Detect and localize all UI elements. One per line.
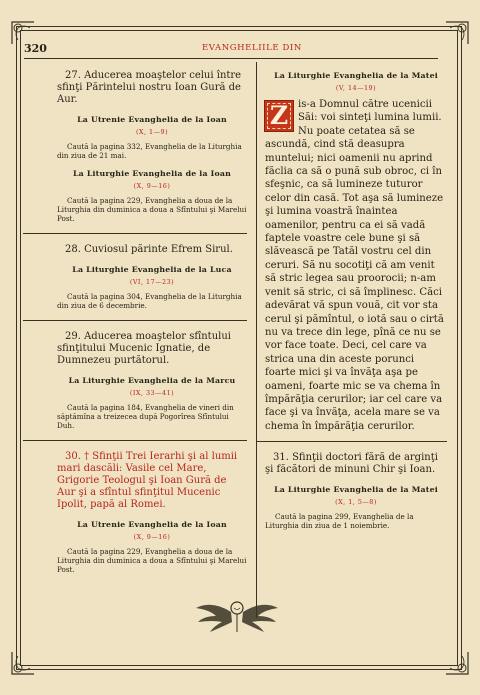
gospel-body: is-a Domnul către ucenicii Săi: voi sinteţi lumina lumii. Nu poate cetatea să se ascundă, cind stă deasupra muntelui; nici oamenii nu aprind făclia ca să o pună sub obroc, ci în sfeşnic, ca să lumineze tuturor celor din casă. Tot aşa să lumineze şi lumina voastră înaintea oamenilor, pentru ca ei să vadă faptele voastre cele bune şi să slăvească pe Tatăl vostru cel din ceruri. Să nu socotiţi că am venit să stric legea sau proorocii; n-am venit să stric, ci să împlinesc. Căci adevărat vă spun vouă, cit vor sta cerul şi pămîntul, o iotă sau o cirtă nu va trece din lege, pînă ce nu se vor face toate. Deci, cel care va strica una din aceste porunci foarte mici şi va învăţa aşa pe oameni, foarte mic se va chema în împărăţia cerurilor; iar cel care va face şi va învăţa, acela mare se va chema în împărăţia cerurilor. xyxy=(265,99,444,432)
illuminated-initial: Z xyxy=(264,100,294,132)
corner-flourish-icon xyxy=(444,650,470,676)
scripture-reference: (X, 1, 5—8) xyxy=(335,498,377,507)
reading-title: La Liturghie Evanghelia de la Ioan xyxy=(72,169,232,178)
reading-title: La Liturghie Evanghelia de la Marcu xyxy=(68,376,236,385)
reading-note: Caută la pagina 229, Evanghelia a doua de la Liturghia din duminica a doua a Sfîntului şi Marelui Post. xyxy=(57,196,247,223)
scripture-reference: (X, 9—16) xyxy=(133,533,171,541)
scripture-reference: (IX, 33—41) xyxy=(129,389,175,397)
reading-title: La Liturghie Evanghelia de la Matei xyxy=(274,485,438,495)
entry-29-title: 29. Aducerea moaştelor sfîntului sfinţitului Mucenic Ignatie, de Dumnezeu purtătorul. xyxy=(57,331,231,366)
reading-title: La Utrenie Evanghelia de la Ioan xyxy=(77,115,227,124)
section-rule xyxy=(257,441,447,442)
entry-27-title: 27. Aducerea moaştelor celui între sfinţi Părintelui nostru Ioan Gură de Aur. xyxy=(57,70,242,105)
reading-title: La Liturghie Evanghelia de la Matei xyxy=(274,71,438,80)
page-number: 320 xyxy=(24,42,47,55)
entry-28-title: 28. Cuviosul părinte Efrem Sirul. xyxy=(65,244,233,255)
reading-title: La Utrenie Evanghelia de la Ioan xyxy=(77,520,227,529)
reading-note: Caută la pagina 229, Evanghelia a doua de la Liturghia din duminica a doua a Sfîntului şi Marelui Post. xyxy=(57,547,247,574)
corner-flourish-icon xyxy=(10,650,36,676)
section-rule xyxy=(23,320,247,321)
right-column xyxy=(265,70,447,530)
header-rule xyxy=(24,58,438,59)
page-header xyxy=(24,40,438,60)
reading-note: Caută la pagina 332, Evanghelia de la Liturghia din ziua de 21 mai. xyxy=(57,142,242,160)
reading-title: La Liturghie Evanghelia de la Luca xyxy=(72,265,232,274)
section-rule xyxy=(23,233,247,234)
scripture-reference: (V, 14—19) xyxy=(335,84,377,92)
gospel-text xyxy=(265,98,447,433)
column-divider xyxy=(256,62,257,618)
section-rule xyxy=(23,440,247,441)
entry-30-title: 30. † Sfinţii Trei Ierarhi şi al lumii mari dascăli: Vasile cel Mare, Grigorie Teologul şi Ioan Gură de Aur şi a sfîntul sfinţitul Mucenic Ipolit, papă al Romei. xyxy=(57,451,238,510)
corner-flourish-icon xyxy=(444,20,470,46)
winged-seraph-ornament-icon xyxy=(192,594,282,636)
left-column xyxy=(57,70,247,574)
scripture-reference: (X, 9—16) xyxy=(133,182,171,190)
reading-note: Caută la pagina 304, Evanghelia de la Liturghia din ziua de 6 decembrie. xyxy=(57,292,242,310)
entry-31-title: 31. Sfinţii doctori fără de arginţi şi făcători de minuni Chir şi Ioan. xyxy=(265,452,438,476)
reading-note: Caută la pagina 299, Evanghelia de la Liturghia din ziua de 1 noiembrie. xyxy=(265,512,414,531)
running-title: EVANGHELIILE DIN xyxy=(202,43,302,53)
reading-note: Caută la pagina 184, Evanghelia de vineri din săptămîna a treizecea după Pogorîrea Sfîntului Duh. xyxy=(57,403,234,430)
scripture-reference: (VI, 17—23) xyxy=(129,278,175,286)
scripture-reference: (X, 1—9) xyxy=(135,128,169,136)
